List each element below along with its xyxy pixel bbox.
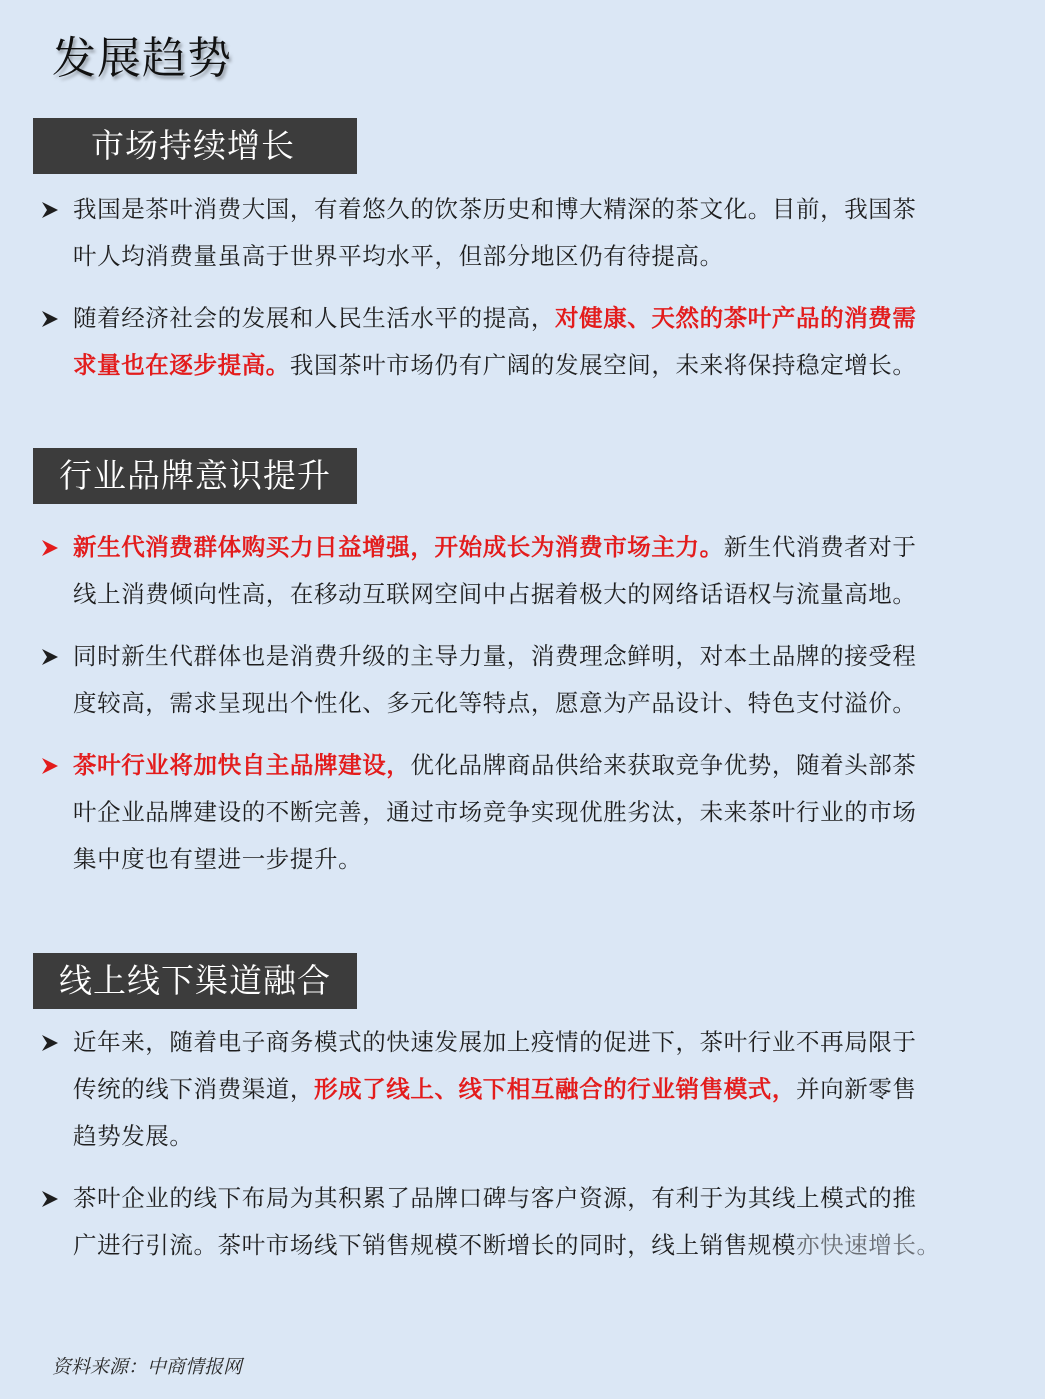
section-header-channel-integration: 线上线下渠道融合 <box>33 953 357 1009</box>
list-item <box>38 186 1005 280</box>
highlight-text: 对健康、天然的茶叶产品的消费需 求量也在逐步提高。 <box>73 304 917 379</box>
item-text <box>73 633 1005 727</box>
highlight-text: 新生代消费群体购买力日益增强，开始成长为消费市场主力。 <box>73 533 724 561</box>
arrow-bullet-icon <box>40 757 60 775</box>
body-text: 优化品牌商品供给来获取竞争优势，随着头部茶 叶企业品牌建设的不断完善，通过市场竞争实现优胜劣汰，未来茶叶行业的市场 集中度也有望进一步提升。 <box>73 751 917 873</box>
item-text <box>73 524 1005 618</box>
body-text: 我国是茶叶消费大国，有着悠久的饮茶历史和博大精深的茶文化。目前，我国茶 叶人均消费量虽高于世界平均水平，但部分地区仍有待提高。 <box>73 195 917 270</box>
arrow-bullet-icon <box>40 1190 60 1208</box>
arrow-bullet-icon <box>40 201 60 219</box>
section-items-market-growth <box>38 186 1005 404</box>
item-text <box>73 742 1005 883</box>
body-text: 并向新零售 趋势发展。 <box>73 1075 917 1150</box>
section-header-market-growth: 市场持续增长 <box>33 118 357 174</box>
item-text <box>73 186 1005 280</box>
body-text: 随着经济社会的发展和人民生活水平的提高， <box>73 304 555 332</box>
arrow-bullet-icon <box>40 1034 60 1052</box>
item-text <box>73 1175 1005 1269</box>
body-text: 新生代消费者对于 线上消费倾向性高，在移动互联网空间中占据着极大的网络话语权与流量高地。 <box>73 533 917 608</box>
list-item <box>38 295 1005 389</box>
list-item <box>38 742 1005 883</box>
list-item <box>38 1175 1005 1269</box>
body-text: 亦快速增长。 <box>796 1231 941 1259</box>
arrow-bullet-icon <box>40 539 60 557</box>
section-header-brand-awareness: 行业品牌意识提升 <box>33 448 357 504</box>
body-text: 我国茶叶市场仍有广阔的发展空间，未来将保持稳定增长。 <box>289 351 917 379</box>
body-text: 茶叶企业的线下布局为其积累了品牌口碑与客户资源，有利于为其线上模式的推 广进行引流。茶叶市场线下销售规模不断增长的同时，线上销售规模 <box>73 1184 917 1259</box>
body-text: 同时新生代群体也是消费升级的主导力量，消费理念鲜明，对本土品牌的接受程 度较高，需求呈现出个性化、多元化等特点，愿意为产品设计、特色支付溢价。 <box>73 642 917 717</box>
highlight-text: 茶叶行业将加快自主品牌建设， <box>73 751 411 779</box>
highlight-text: 形成了线上、线下相互融合的行业销售模式， <box>314 1075 796 1103</box>
section-items-channel-integration <box>38 1019 1005 1284</box>
item-text <box>73 1019 1005 1160</box>
body-text: 近年来，随着电子商务模式的快速发展加上疫情的促进下，茶叶行业不再局限于 传统的线下消费渠道， <box>73 1028 917 1103</box>
list-item <box>38 633 1005 727</box>
source-note: 资料来源：中商情报网 <box>52 1356 243 1378</box>
page-title: 发展趋势 <box>52 33 232 84</box>
item-text <box>73 295 1005 389</box>
list-item <box>38 524 1005 618</box>
arrow-bullet-icon <box>40 310 60 328</box>
list-item <box>38 1019 1005 1160</box>
arrow-bullet-icon <box>40 648 60 666</box>
section-items-brand-awareness <box>38 524 1005 898</box>
